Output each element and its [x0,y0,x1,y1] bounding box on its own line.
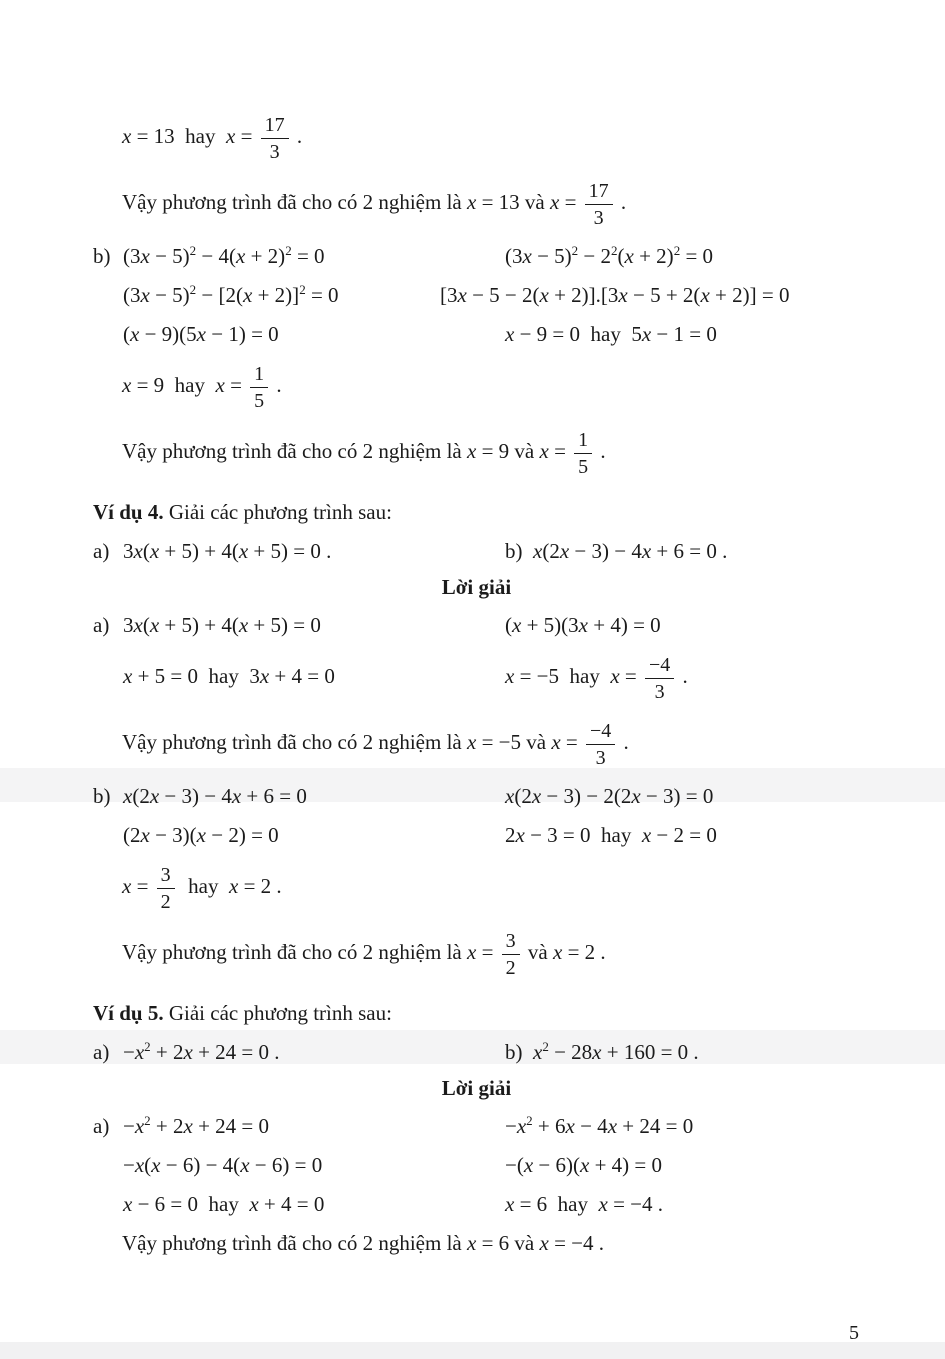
variable-x: x [151,1153,161,1177]
fraction-numerator: 3 [157,863,175,889]
variable-x: x [467,940,477,964]
variable-x: x [467,190,477,214]
example-heading [93,998,860,1028]
equation-left: 3x(x + 5) + 4(x + 5) = 0 [123,613,321,637]
equation-right: −(x − 6)(x + 4) = 0 [505,1153,663,1177]
fraction [502,929,520,980]
variable-x: x [149,784,160,808]
superscript: 2 [299,282,306,297]
variable-x: x [467,439,477,463]
equation-left: x + 5 = 0 hay 3x + 4 = 0 [123,664,335,688]
equation-row [93,319,860,349]
equation-left: (x − 9)(5x − 1) = 0 [123,322,279,346]
fraction-denominator: 3 [593,206,604,229]
fraction-denominator: 3 [269,140,280,163]
variable-x: x [183,1040,193,1064]
variable-x: x [516,1114,527,1138]
variable-x: x [133,613,143,637]
equation-row [93,1037,860,1067]
variable-x: x [618,283,628,307]
variable-x: x [457,283,467,307]
variable-x: x [123,784,133,808]
variable-x: x [565,1114,575,1138]
variable-x: x [140,244,150,268]
fraction-numerator: 1 [250,362,268,388]
example-heading-text: Giải các phương trình sau: [163,1001,392,1025]
variable-x: x [249,1192,259,1216]
fraction-denominator: 5 [578,455,589,478]
superscript: 2 [571,243,579,258]
variable-x: x [196,823,206,847]
fraction-numerator: −4 [586,719,615,745]
variable-x: x [122,874,132,898]
variable-x: x [231,784,242,808]
superscript: 2 [144,1039,151,1054]
equation-right: $(3x - 5)^2 - 2^2(x + 2)^2 = 0$ [505,243,714,268]
variable-x: x [631,784,641,808]
variable-x: x [610,664,620,688]
equation-left: (2x − 3)(x − 2) = 0 [123,823,279,847]
variable-x: x [134,1040,145,1064]
variable-x: x [149,539,160,563]
superscript: 2 [673,243,681,258]
fraction-denominator: 2 [160,890,171,913]
variable-x: x [123,1192,133,1216]
fraction [586,719,615,770]
fraction [574,428,592,479]
variable-x: x [512,613,522,637]
equation-right: $-x^2 + 6x - 4x + 24 = 0$ [505,1113,694,1138]
variable-x: x [607,1114,618,1138]
equation-left: x(2x − 3) − 4x + 6 = 0 [123,784,307,808]
fraction-numerator: 17 [585,179,613,205]
variable-x: x [533,1040,543,1064]
equation-left: $-x^2 + 2x + 24 = 0$ [123,1113,270,1138]
example-heading-text: Giải các phương trình sau: [163,500,392,524]
equation-line: x = $\frac{3}{2}$ hay x = 2 . [122,863,282,913]
equation-row [93,1189,860,1219]
variable-x: x [641,539,652,563]
variable-x: x [641,322,652,346]
equation-left: x − 6 = 0 hay x + 4 = 0 [123,1192,325,1216]
variable-x: x [196,322,206,346]
fraction [157,863,175,914]
conclusion-text: Vậy phương trình đã cho có 2 nghiệm là x = 13 và x = $\frac{17}{3}$ . [122,179,627,229]
example-number: Ví dụ 4. [93,500,164,524]
fraction-denominator: 3 [595,746,606,769]
variable-x: x [133,539,143,563]
conclusion-text: Vậy phương trình đã cho có 2 nghiệm là x = −5 và x = $\frac{-4}{3}$ . [122,719,629,769]
variable-x: x [236,244,246,268]
solution-heading: Lời giải [441,1076,512,1100]
equation-left: $(3x - 5)^2 - 4(x + 2)^2 = 0$ [123,243,325,268]
variable-x: x [467,1231,477,1255]
equation-left: −x(x − 6) − 4(x − 6) = 0 [123,1153,323,1177]
fraction [645,653,674,704]
equation-row [93,646,860,706]
variable-x: x [700,283,710,307]
variable-x: x [134,1114,145,1138]
variable-x: x [122,373,132,397]
variable-x: x [505,322,515,346]
variable-x: x [539,283,549,307]
superscript: 2 [189,282,197,297]
variable-x: x [259,664,270,688]
variable-x: x [134,1153,145,1177]
variable-x: x [140,823,150,847]
variable-x: x [130,322,140,346]
equation-row [93,280,860,310]
fraction-numerator: 17 [261,113,289,139]
item-label: b) [93,784,111,808]
equation-left: $(3x - 5)^2 - [2(x + 2)]^2 = 0$ [123,282,339,307]
superscript: 2 [189,243,197,258]
variable-x: x [122,124,132,148]
fraction-denominator: 5 [254,389,265,412]
fraction-denominator: 3 [654,680,665,703]
equation-right: (x + 5)(3x + 4) = 0 [505,613,661,637]
fraction [261,113,289,164]
variable-x: x [149,613,160,637]
equation-right: b) $x^2 - 28x + 160 = 0$ . [505,1039,699,1064]
conclusion-text: Vậy phương trình đã cho có 2 nghiệm là x = 9 và x = $\frac{1}{5}$ . [122,428,606,478]
example-number: Ví dụ 5. [93,1001,164,1025]
variable-x: x [505,784,515,808]
variable-x: x [533,539,543,563]
variable-x: x [580,1153,590,1177]
superscript: 2 [285,243,292,258]
variable-x: x [598,1192,608,1216]
equation-right: x = −5 hay x = $\frac{-4}{3}$ . [505,653,688,703]
equation-right: x = 6 hay x = −4 . [505,1192,664,1216]
page-number: 5 [849,1322,859,1344]
variable-x: x [523,1153,534,1177]
variable-x: x [550,190,560,214]
variable-x: x [183,1114,193,1138]
variable-x: x [531,784,542,808]
fraction-numerator: −4 [645,653,674,679]
equation-row [93,781,860,811]
variable-x: x [123,664,133,688]
equation-line: x = 13 hay x = $\frac{17}{3}$ . [122,113,303,163]
variable-x: x [215,373,225,397]
variable-x: x [467,730,477,754]
variable-x: x [522,244,532,268]
equation-right: x − 9 = 0 hay 5x − 1 = 0 [505,322,717,346]
conclusion-text: Vậy phương trình đã cho có 2 nghiệm là x = $\frac{3}{2}$ và x = 2 . [122,929,606,979]
fraction-numerator: 3 [502,929,520,955]
equation-right: [3x − 5 − 2(x + 2)].[3x − 5 + 2(x + 2)] = 0 [440,283,790,307]
variable-x: x [553,940,563,964]
fraction [250,362,268,413]
equation-row [93,820,860,850]
variable-x: x [238,539,249,563]
variable-x: x [229,874,239,898]
equation-left: $-x^2 + 2x + 24 = 0$ . [123,1039,280,1064]
superscript: 2 [542,1039,549,1054]
item-label: a) [93,613,110,637]
equation-left: 3x(x + 5) + 4(x + 5) = 0 . [123,539,332,563]
variable-x: x [515,823,525,847]
variable-x: x [238,613,249,637]
equation-row [93,536,860,566]
equation-right: 2x − 3 = 0 hay x − 2 = 0 [505,823,717,847]
variable-x: x [505,1192,515,1216]
item-label: a) [93,1114,110,1138]
variable-x: x [226,124,236,148]
solution-heading: Lời giải [441,575,512,599]
variable-x: x [243,283,253,307]
variable-x: x [539,439,549,463]
example-heading [93,497,860,527]
variable-x: x [140,283,150,307]
variable-x: x [539,1231,549,1255]
equation-row [93,1150,860,1180]
variable-x: x [559,539,570,563]
fraction [585,179,613,230]
superscript: 2 [144,1113,151,1128]
variable-x: x [578,613,588,637]
item-label: b) [93,244,111,268]
variable-x: x [641,823,652,847]
variable-x: x [505,664,515,688]
fraction-numerator: 1 [574,428,592,454]
equation-right: x(2x − 3) − 2(2x − 3) = 0 [505,784,714,808]
fraction-denominator: 2 [505,956,516,979]
item-label: a) [93,539,110,563]
superscript: 2 [611,243,618,258]
equation-row [93,241,860,271]
conclusion-text: Vậy phương trình đã cho có 2 nghiệm là x = 6 và x = −4 . [122,1231,605,1255]
superscript: 2 [526,1113,533,1128]
equation-line: x = 9 hay x = $\frac{1}{5}$ . [122,362,282,412]
equation-right: b) x(2x − 3) − 4x + 6 = 0 . [505,539,728,563]
equation-row [93,1111,860,1141]
item-label: a) [93,1040,110,1064]
variable-x: x [624,244,634,268]
equation-row [93,610,860,640]
variable-x: x [240,1153,250,1177]
variable-x: x [592,1040,602,1064]
variable-x: x [551,730,561,754]
